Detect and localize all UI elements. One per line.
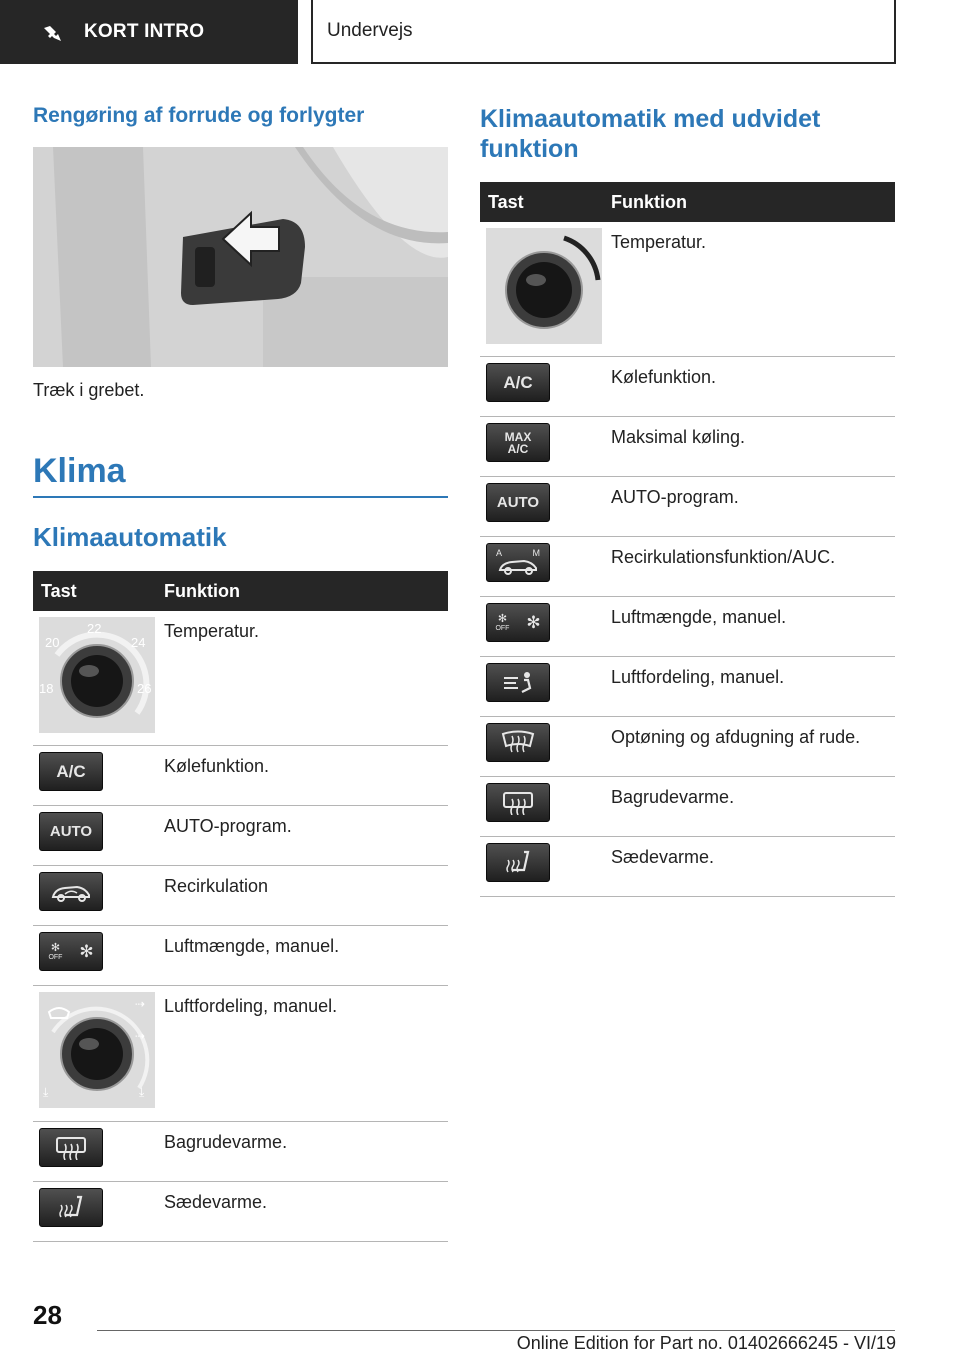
- fan-button[interactable]: [486, 603, 550, 642]
- fan-icon: ✻: [526, 612, 541, 632]
- fan-off-label: OFF: [495, 624, 510, 632]
- svg-text:⇢: ⇢: [135, 997, 146, 1011]
- table-row: [33, 866, 448, 926]
- wash-heading: Rengøring af forrude og forlygter: [33, 104, 365, 127]
- max-ac-icon: MAX: [504, 429, 532, 444]
- recirculation-auc-icon: [496, 558, 540, 576]
- section-title: Klima: [33, 452, 126, 490]
- knob-label-22: 22: [87, 621, 102, 636]
- ac-button[interactable]: [486, 363, 550, 402]
- col-funktion: Funktion: [611, 191, 687, 212]
- max-ac-label: A/C: [507, 441, 529, 456]
- table-row: [33, 986, 448, 1122]
- rear-defrost-icon: [502, 791, 534, 815]
- section-rule: [33, 496, 448, 498]
- ac-icon: A/C: [56, 761, 86, 781]
- header-tab-label: KORT INTRO: [84, 21, 205, 42]
- table-row: [33, 746, 448, 806]
- row-func: Kølefunktion.: [611, 367, 717, 387]
- row-func: Recirkulationsfunktion/AUC.: [611, 547, 836, 567]
- extended-climate-table: [480, 182, 895, 897]
- row-func: Maksimal køling.: [611, 427, 746, 447]
- max-ac-button[interactable]: [486, 423, 550, 462]
- footer-rule: [97, 1330, 895, 1331]
- table-row: [480, 357, 895, 417]
- knob-label-20: 20: [45, 635, 60, 650]
- table-header: [480, 182, 895, 222]
- steering-column-lever: [33, 147, 448, 367]
- table-row: [480, 477, 895, 537]
- table-row: [480, 537, 895, 597]
- air-distribution-icon: [500, 670, 536, 696]
- car-pin-icon: [40, 19, 66, 45]
- row-func: Luftmængde, manuel.: [164, 936, 340, 956]
- ac-button[interactable]: [39, 752, 103, 791]
- svg-text:⤓: ⤓: [43, 1085, 49, 1099]
- auc-a-label: A: [496, 548, 503, 558]
- row-func: Kølefunktion.: [164, 756, 270, 776]
- auto-button[interactable]: [486, 483, 550, 522]
- table-row: [33, 1122, 448, 1182]
- auc-m-label: M: [532, 548, 540, 558]
- fan-button[interactable]: [39, 932, 103, 971]
- table-row: [480, 222, 895, 357]
- auto-icon: AUTO: [49, 823, 93, 840]
- recirculation-button[interactable]: [39, 872, 103, 911]
- table-row: [480, 837, 895, 897]
- fan-icon: ✻: [79, 941, 94, 961]
- fan-off-label: OFF: [48, 953, 63, 961]
- row-func: Luftmængde, manuel.: [611, 607, 787, 627]
- right-heading: Klimaautomatik med udvidet funktion: [480, 105, 821, 163]
- air-distribution-button[interactable]: [486, 663, 550, 702]
- table-row: [480, 717, 895, 777]
- row-func: Bagrudevarme.: [164, 1132, 288, 1152]
- knob-label-24: 24: [131, 635, 146, 650]
- row-func: Luftfordeling, manuel.: [611, 667, 785, 687]
- fan-icon: ✻ OFF: [495, 612, 510, 632]
- row-func: Recirkulation: [164, 876, 269, 896]
- row-func: Sædevarme.: [611, 847, 715, 867]
- svg-text:⇢: ⇢: [135, 1029, 146, 1043]
- wash-image: [33, 147, 448, 367]
- row-func: Bagrudevarme.: [611, 787, 735, 807]
- table-row: [33, 806, 448, 866]
- rear-defrost-icon: [55, 1136, 87, 1160]
- table-row: [33, 611, 448, 746]
- temperature-knob-icon[interactable]: [39, 617, 155, 733]
- table-row: [480, 417, 895, 477]
- windshield-defrost-button[interactable]: [486, 723, 550, 762]
- header-section[interactable]: [311, 0, 896, 64]
- table-row: [480, 657, 895, 717]
- row-func: Optøning og afdugning af rude.: [611, 727, 861, 747]
- rear-defrost-button[interactable]: [486, 783, 550, 822]
- row-func: AUTO-program.: [164, 816, 292, 836]
- seat-heating-button[interactable]: [486, 843, 550, 882]
- auto-button[interactable]: [39, 812, 103, 851]
- knob-label-18: 18: [39, 681, 54, 696]
- recirculation-auc-button[interactable]: [486, 543, 550, 582]
- footer-edition: Online Edition for Part no. 01402666245 - VI/19: [516, 1333, 896, 1353]
- seat-heating-icon: [55, 1195, 87, 1221]
- recirculation-icon: [49, 881, 93, 903]
- seat-heating-button[interactable]: [39, 1188, 103, 1227]
- fan-icon: ✻ OFF: [48, 941, 63, 961]
- col-tast: Tast: [488, 191, 524, 212]
- col-funktion: Funktion: [164, 580, 240, 601]
- temperature-knob-icon[interactable]: [486, 228, 602, 344]
- rear-defrost-button[interactable]: [39, 1128, 103, 1167]
- col-tast: Tast: [41, 580, 77, 601]
- row-func: Sædevarme.: [164, 1192, 268, 1212]
- auto-icon: AUTO: [496, 494, 540, 511]
- table-row: [33, 1182, 448, 1242]
- table-row: [33, 926, 448, 986]
- header-section-label: Undervejs: [327, 20, 413, 41]
- row-func: AUTO-program.: [611, 487, 739, 507]
- table-header: [33, 571, 448, 611]
- page-number: 28: [33, 1300, 62, 1330]
- svg-text:⤓: ⤓: [139, 1085, 145, 1099]
- wash-caption: Træk i grebet.: [33, 380, 145, 400]
- header-tab[interactable]: [0, 0, 298, 64]
- windshield-defrost-icon: [500, 730, 536, 756]
- row-func: Temperatur.: [164, 621, 260, 641]
- row-func: Temperatur.: [611, 232, 707, 252]
- seat-heating-icon: [502, 850, 534, 876]
- knob-label-26: 26: [137, 681, 152, 696]
- table-row: [480, 777, 895, 837]
- climate-table: [33, 571, 448, 1242]
- table-row: [480, 597, 895, 657]
- subsection-title: Klimaautomatik: [33, 522, 227, 552]
- air-distribution-knob-icon[interactable]: [39, 992, 155, 1108]
- row-func: Luftfordeling, manuel.: [164, 996, 338, 1016]
- ac-icon: A/C: [503, 372, 533, 392]
